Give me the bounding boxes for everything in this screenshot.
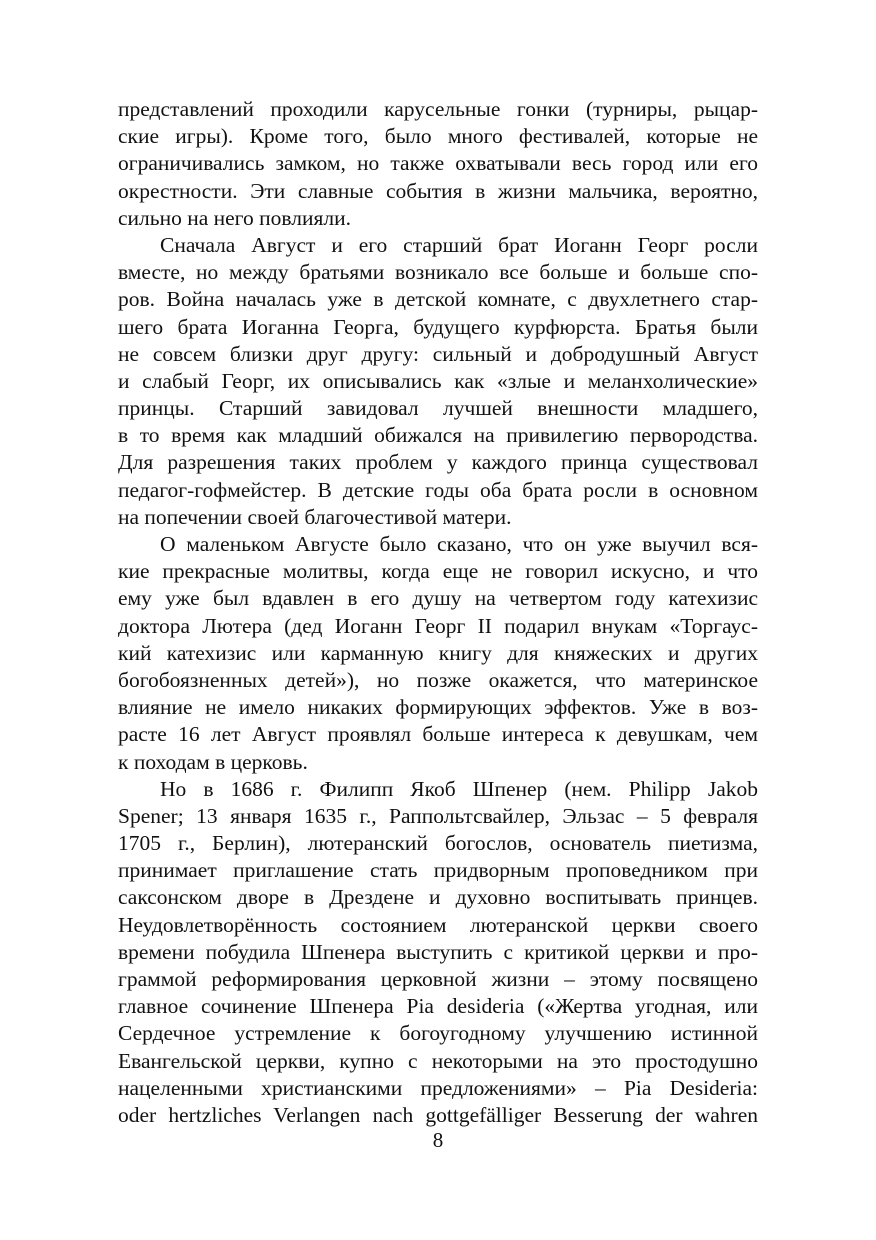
text-line: к походам в церковь.: [118, 749, 308, 774]
text-line: саксонском дворе в Дрездене и духовно воспитывать принцев.: [118, 885, 758, 910]
text-line: Spener; 13 января 1635 г., Раппольтсвайлер, Эльзас – 5 февраля: [118, 803, 758, 828]
text-line: кий катехизис или карманную книгу для княжеских и других: [118, 640, 758, 665]
text-line: окрестности. Эти славные события в жизни мальчика, вероятно,: [118, 178, 758, 203]
text-line: богобоязненных детей»), но позже окажется, что материнское: [118, 667, 758, 692]
text-line: представлений проходили карусельные гонки (турниры, рыцар-: [118, 97, 758, 121]
text-line: и слабый Георг, их описывались как «злые и меланхолические»: [118, 368, 758, 393]
text-line: Сердечное устремление к богоугодному улучшению истинной: [118, 1021, 758, 1046]
text-line: сильно на него повлияли.: [118, 205, 351, 230]
text-line: принимает приглашение стать придворным проповедником при: [118, 858, 758, 883]
text-line: ему уже был вдавлен в его душу на четвертом году катехизис: [118, 586, 758, 611]
text-line: вместе, но между братьями возникало все больше и больше спо-: [118, 260, 758, 285]
paragraph: [118, 531, 758, 776]
page-body: [118, 96, 758, 1129]
text-line: педагог-гофмейстер. В детские годы оба брата росли в основном: [118, 477, 758, 502]
text-line: времени побудила Шпенера выступить с критикой церкви и про-: [118, 939, 758, 964]
paragraph: [118, 232, 758, 531]
text-line: Но в 1686 г. Филипп Якоб Шпенер (нем. Philipp Jakob: [160, 776, 758, 801]
paragraph: [118, 96, 758, 232]
text-line: Сначала Август и его старший брат Иоганн Георг росли: [160, 232, 758, 257]
text-line: ров. Война началась уже в детской комнате, с двухлетнего стар-: [118, 287, 758, 312]
page-number: 8: [432, 1128, 444, 1152]
text-line: в то время как младший обижался на привилегию первородства.: [118, 423, 758, 448]
paragraph: [118, 776, 758, 1129]
text-line: на попечении своей благочестивой матери.: [118, 504, 512, 529]
text-line: ограничивались замком, но также охватывали весь город или его: [118, 151, 758, 176]
text-line: кие прекрасные молитвы, когда еще не говорил искусно, и что: [118, 559, 758, 584]
text-line: принцы. Старший завидовал лучшей внешности младшего,: [118, 396, 758, 421]
text-line: О маленьком Августе было сказано, что он уже выучил вся-: [160, 532, 758, 556]
text-flow: [118, 96, 758, 1129]
text-line: 1705 г., Берлин), лютеранский богослов, основатель пиетизма,: [118, 831, 758, 856]
text-line: ские игры). Кроме того, было много фестивалей, которые не: [118, 124, 758, 149]
text-line: не совсем близки друг другу: сильный и добродушный Август: [118, 341, 758, 366]
text-line: Евангельской церкви, купно с некоторыми на это простодушно: [118, 1048, 758, 1073]
text-line: главное сочинение Шпенера Pia desideria («Жертва угодная, или: [118, 994, 758, 1019]
text-line: граммой реформирования церковной жизни – этому посвящено: [118, 967, 758, 991]
text-line: доктора Лютера (дед Иоганн Георг II подарил внукам «Торгаус-: [118, 613, 758, 638]
text-line: расте 16 лет Август проявлял больше интереса к девушкам, чем: [118, 722, 758, 747]
text-line: шего брата Иоганна Георга, будущего курфюрста. Братья были: [118, 314, 758, 339]
text-line: Неудовлетворённость состоянием лютеранской церкви своего: [118, 912, 758, 937]
text-line: oder hertzliches Verlangen nach gottgefälliger Besserung der wahren: [118, 1102, 758, 1127]
text-line: влияние не имело никаких формирующих эффектов. Уже в воз-: [118, 695, 758, 720]
text-line: нацеленными христианскими предложениями» – Pia Desideria:: [118, 1075, 758, 1100]
text-line: Для разрешения таких проблем у каждого принца существовал: [118, 450, 758, 475]
